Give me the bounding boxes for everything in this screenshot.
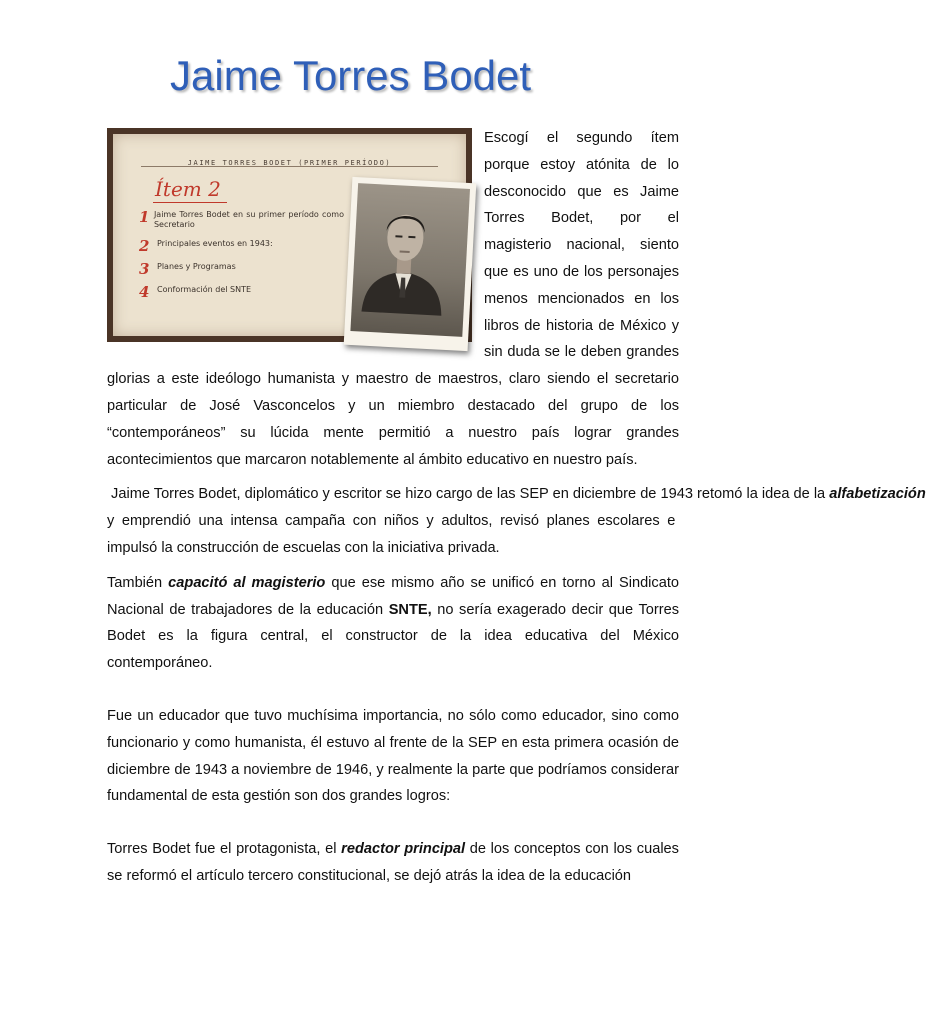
item-card-image <box>107 128 472 342</box>
emphasis-snte: SNTE, <box>388 601 432 618</box>
list-number: 2 <box>139 237 150 255</box>
list-label: Principales eventos en 1943: <box>157 239 273 248</box>
paragraph-educador: Fue un educador que tuvo muchísima importancia, no sólo como educador, sino como funcionario y como humanista, él estuvo al frente de la SEP en esta primera ocasión de diciembre de 1943 a noviembre de 1946, y realmente la parte que podríamos considerar fundamental de esta gestión son dos grandes logros: <box>107 707 679 805</box>
list-label: Conformación del SNTE <box>157 285 252 294</box>
card-item-title: Ítem 2 <box>155 177 221 201</box>
card-list <box>139 210 344 308</box>
list-item <box>139 262 344 276</box>
list-label: Planes y Programas <box>157 262 236 271</box>
list-item <box>139 210 344 230</box>
emphasis-capacito: capacitó al magisterio <box>168 574 326 591</box>
card-header: JAIME TORRES BODET (PRIMER PERÍODO) <box>187 159 392 167</box>
list-number: 4 <box>139 283 150 301</box>
text-run: Jaime Torres Bodet, diplomático y escritor se hizo cargo de las SEP en diciembre de 1943 retomó la idea de la <box>107 486 830 503</box>
document-body <box>107 125 926 890</box>
text-run: de los conceptos con los cuales se reformó el artículo tercero constitucional, se dejó atrás la idea de la educación <box>107 841 679 884</box>
text-run: y emprendió una intensa campaña con niños y adultos, revisó planes escolares e impulsó la construcción de escuelas con la iniciativa privada. <box>107 513 676 556</box>
text-run: Torres Bodet fue el protagonista, el <box>107 841 342 858</box>
item-card <box>113 134 466 336</box>
list-item <box>139 239 344 253</box>
paragraph-alfabetizacion <box>107 481 926 561</box>
portrait-photo-icon <box>350 183 470 337</box>
paragraph-magisterio <box>107 570 679 677</box>
card-divider <box>141 166 438 167</box>
portrait-silhouette-icon <box>351 183 458 316</box>
list-item <box>139 285 344 299</box>
list-number: 3 <box>139 260 150 278</box>
text-run: no sería exagerado decir que Torres Bodet es la figura central, el constructor de la idea educativa del México contemporáneo. <box>107 601 679 672</box>
list-label: Jaime Torres Bodet en su primer período como Secretario <box>153 210 344 229</box>
emphasis-alfabetizacion: alfabetización <box>829 486 926 503</box>
paragraph-redactor <box>107 836 679 890</box>
paragraph-intro: Escogí el segundo ítem porque estoy atónita de lo desconocido que es Jaime Torres Bodet, por el magisterio nacional, siento que es uno de los personajes menos mencionados en los libros de historia de México y sin duda se le deben grandes glorias a este ideólogo humanista y maestro de maestros, claro siendo el secretario particular de José Vasconcelos y un miembro destacado del grupo de los “contemporáneos” su lúcida mente permitió a nuestro país lograr grandes acontecimientos que marcaron notablemente al ámbito educativo en nuestro país. <box>107 130 679 468</box>
list-number: 1 <box>139 208 150 226</box>
emphasis-redactor: redactor principal <box>341 841 466 858</box>
portrait-photo <box>344 177 477 351</box>
text-run: También <box>107 574 169 591</box>
page-title: Jaime Torres Bodet <box>170 52 532 99</box>
text-run: que ese mismo año se unificó en torno al Sindicato Nacional de trabajadores de la educación <box>107 574 680 618</box>
